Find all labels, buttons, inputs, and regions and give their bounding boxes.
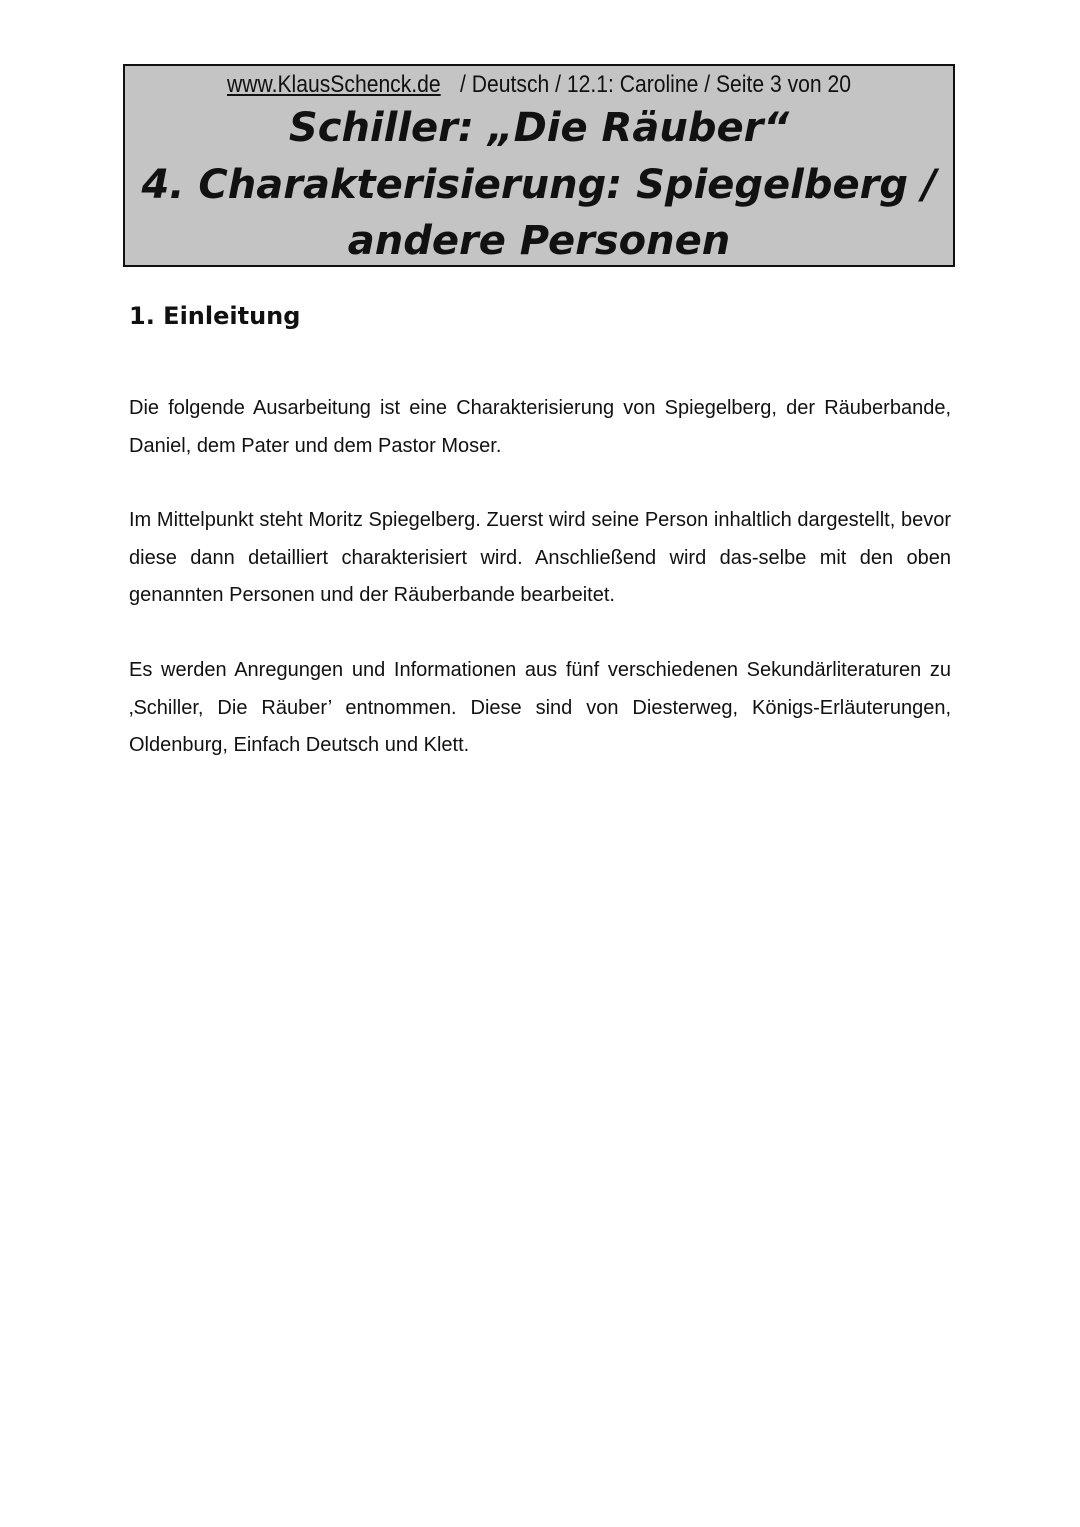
section-heading: 1. Einleitung: [129, 302, 301, 330]
paragraph-sources: Es werden Anregungen und Informationen aus fünf verschiedenen Sekundärliteraturen zu ‚Schiller, Die Räuber’ entnommen. Diese sind von Diesterweg, Königs-Erläuterungen, Oldenburg, Einfach Deutsch und Klett.: [129, 659, 951, 756]
header-meta-line: [175, 70, 904, 100]
document-subtitle-line2: andere Personen: [347, 218, 731, 264]
document-title: Schiller: „Die Räuber“: [288, 105, 790, 151]
document-subtitle-line1: 4. Charakterisierung: Spiegelberg /: [141, 162, 937, 208]
paragraph-focus: Im Mittelpunkt steht Moritz Spiegelberg. Zuerst wird seine Person inhaltlich dargestellt, bevor diese dann detailliert charakterisiert wird. Anschließend wird das-selbe mit den oben genannten Personen und der Räuberbande bearbeitet.: [129, 509, 951, 606]
paragraph-intro: Die folgende Ausarbeitung ist eine Charakterisierung von Spiegelberg, der Räuberbande, Daniel, dem Pater und dem Pastor Moser.: [129, 397, 951, 457]
site-link[interactable]: www.KlausSchenck.de: [227, 71, 441, 98]
header-meta-text: / Deutsch / 12.1: Caroline / Seite 3 von 20: [460, 71, 851, 98]
header-box: [123, 64, 955, 267]
